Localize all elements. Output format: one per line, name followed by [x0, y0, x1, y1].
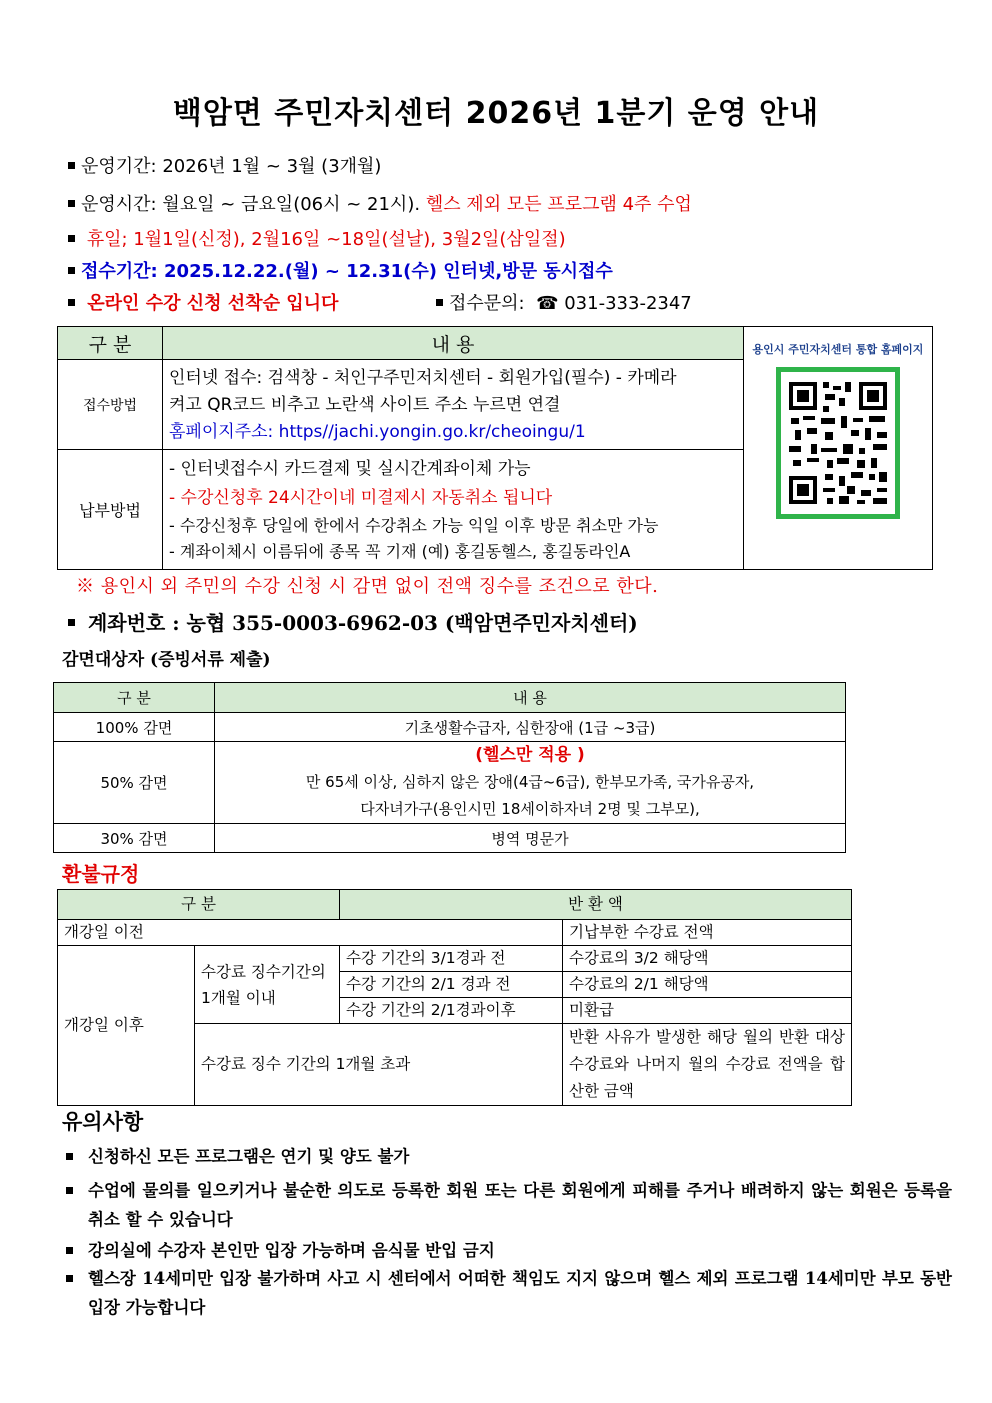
refund-amt1: 수강료의 3/2 해당액 [563, 946, 852, 972]
discount-heading: 감면대상자 (증빙서류 제출) [62, 650, 271, 670]
refund-cond3: 수강 기간의 2/1경과이후 [340, 998, 563, 1024]
info-holiday-text: 휴일; 1월1일(신정), 2월16일 ~18일(설날), 3월2일(삼일절) [86, 229, 566, 250]
note-item [62, 1264, 952, 1322]
refund-within-label: 수강료 징수기간의 1개월 이내 [195, 946, 340, 1024]
discount-r2-note: (헬스만 적용 ) [475, 745, 585, 765]
method-row2-content [163, 450, 744, 570]
refund-table [57, 889, 852, 1106]
info-contact [436, 289, 692, 315]
discount-table [53, 682, 846, 853]
note-item [62, 1142, 952, 1171]
warning-text: ※ 용인시 외 주민의 수강 신청 시 감면 없이 전액 징수를 조건으로 한다. [76, 576, 659, 597]
discount-r1-content: 기초생활수급자, 심한장애 (1급 ~3급) [215, 713, 846, 742]
qr-code[interactable] [776, 367, 900, 519]
method-row2-line1: - 인터넷접수시 카드결제 및 실시간계좌이체 가능 [169, 458, 531, 479]
bullet-icon [66, 1247, 73, 1254]
discount-r2-line2: 다자녀가구(용인시민 18세이하자녀 2명 및 그부모), [360, 800, 700, 818]
refund-cond2: 수강 기간의 2/1 경과 전 [340, 972, 563, 998]
method-row1-label: 접수방법 [58, 360, 163, 450]
refund-over-label: 수강료 징수 기간의 1개월 초과 [195, 1024, 563, 1106]
discount-header-category: 구 분 [54, 683, 215, 713]
info-hours [68, 190, 692, 216]
discount-header-content: 내 용 [215, 683, 846, 713]
method-row2-line2: - 수강신청후 24시간이네 미결제시 자동취소 됩니다 [169, 487, 553, 508]
method-row1-line1: 인터넷 접수: 검색창 - 처인구주민저치센터 - 회원가입(필수) - 카메라 [169, 367, 677, 388]
method-header-category: 구 분 [58, 327, 163, 360]
method-row2-label: 납부방법 [58, 450, 163, 570]
note-text: 강의실에 수강자 본인만 입장 가능하며 음식물 반입 금지 [88, 1241, 495, 1260]
bullet-icon [68, 619, 75, 626]
bullet-icon [68, 267, 75, 274]
info-period [68, 152, 381, 178]
discount-r2-line1: 만 65세 이상, 심하지 않은 장애(4급~6급), 한부모가족, 국가유공자, [305, 773, 755, 791]
refund-cond1: 수강 기간의 3/1경과 전 [340, 946, 563, 972]
phone-icon: ☎ [536, 293, 559, 314]
discount-r3-label: 30% 감면 [54, 824, 215, 853]
contact-phone: 031-333-2347 [564, 293, 692, 314]
bullet-icon [68, 162, 75, 169]
info-online [68, 289, 338, 315]
method-row2-line4: - 계좌이체시 이름뒤에 종목 꼭 기재 (예) 홍길동헬스, 홍길동라인A [169, 541, 631, 561]
refund-after-label: 개강일 이후 [58, 946, 195, 1106]
info-reception [68, 257, 613, 283]
method-row1-line2: 켜고 QR코드 비추고 노란색 사이트 주소 누르면 연결 [169, 394, 561, 415]
bullet-icon [66, 1275, 73, 1282]
refund-amt2: 수강료의 2/1 해당액 [563, 972, 852, 998]
refund-header-category: 구 분 [58, 890, 340, 920]
qr-code-image [781, 372, 895, 514]
note-text: 수업에 물의를 일으키거나 불순한 의도로 등록한 회원 또는 다른 회원에게 피해를 주거나 배려하지 않는 회원은 등록을 취소 할 수 있습니다 [88, 1181, 952, 1229]
refund-before-label: 개강일 이전 [58, 920, 563, 946]
note-item [62, 1176, 952, 1234]
qr-cell [744, 327, 933, 570]
refund-heading: 환불규정 [62, 862, 140, 886]
bullet-icon [68, 200, 75, 207]
contact-label: 접수문의: [449, 293, 525, 314]
info-holiday [68, 225, 566, 251]
bullet-icon [68, 299, 75, 306]
info-hours-note: 헬스 제외 모든 프로그램 4주 수업 [425, 194, 692, 215]
bullet-icon [436, 299, 443, 306]
discount-r2-content [215, 742, 846, 824]
discount-r1-label: 100% 감면 [54, 713, 215, 742]
bullet-icon [66, 1187, 73, 1194]
page-title: 백암면 주민자치센터 2026년 1분기 운영 안내 [172, 96, 820, 131]
refund-amt3: 미환급 [563, 998, 852, 1024]
info-period-text: 운영기간: 2026년 1월 ~ 3월 (3개월) [81, 156, 382, 177]
method-table [57, 326, 933, 570]
homepage-link[interactable]: 홈페이지주소: https//jachi.yongin.go.kr/cheoingu/1 [169, 421, 586, 442]
account-info [68, 607, 638, 636]
note-item [62, 1236, 952, 1265]
refund-before-amount: 기납부한 수강료 전액 [563, 920, 852, 946]
refund-header-amount: 반 환 액 [340, 890, 852, 920]
method-row1-content [163, 360, 744, 450]
discount-r3-content: 병역 명문가 [215, 824, 846, 853]
method-row2-line3: - 수강신청후 당일에 한에서 수강취소 가능 익일 이후 방문 취소만 가능 [169, 515, 659, 535]
note-text: 헬스장 14세미만 입장 불가하며 사고 시 센터에서 어떠한 책임도 지지 않으며 헬스 제외 프로그램 14세미만 부모 동반 입장 가능합니다 [88, 1269, 952, 1317]
info-online-text: 온라인 수강 신청 선착순 입니다 [87, 293, 339, 314]
note-text: 신청하신 모든 프로그램은 연기 및 양도 불가 [88, 1147, 410, 1166]
account-text: 계좌번호 : 농협 355-0003-6962-03 (백암면주민자치센터) [87, 611, 638, 635]
method-header-content: 내 용 [163, 327, 744, 360]
discount-r2-label: 50% 감면 [54, 742, 215, 824]
info-reception-text: 접수기간: 2025.12.22.(월) ~ 12.31(수) 인터넷,방문 동시접수 [81, 261, 613, 282]
info-hours-text: 운영시간: 월요일 ~ 금요일(06시 ~ 21시). [81, 194, 421, 215]
notes-heading: 유의사항 [62, 1109, 144, 1134]
bullet-icon [68, 235, 75, 242]
refund-over-amount: 반환 사유가 발생한 해당 월의 반환 대상 수강료와 나머지 월의 수강료 전액을 합산한 금액 [563, 1024, 852, 1106]
qr-caption: 용인시 주민자치센터 통합 홈페이지 [752, 343, 924, 356]
bullet-icon [66, 1153, 73, 1160]
